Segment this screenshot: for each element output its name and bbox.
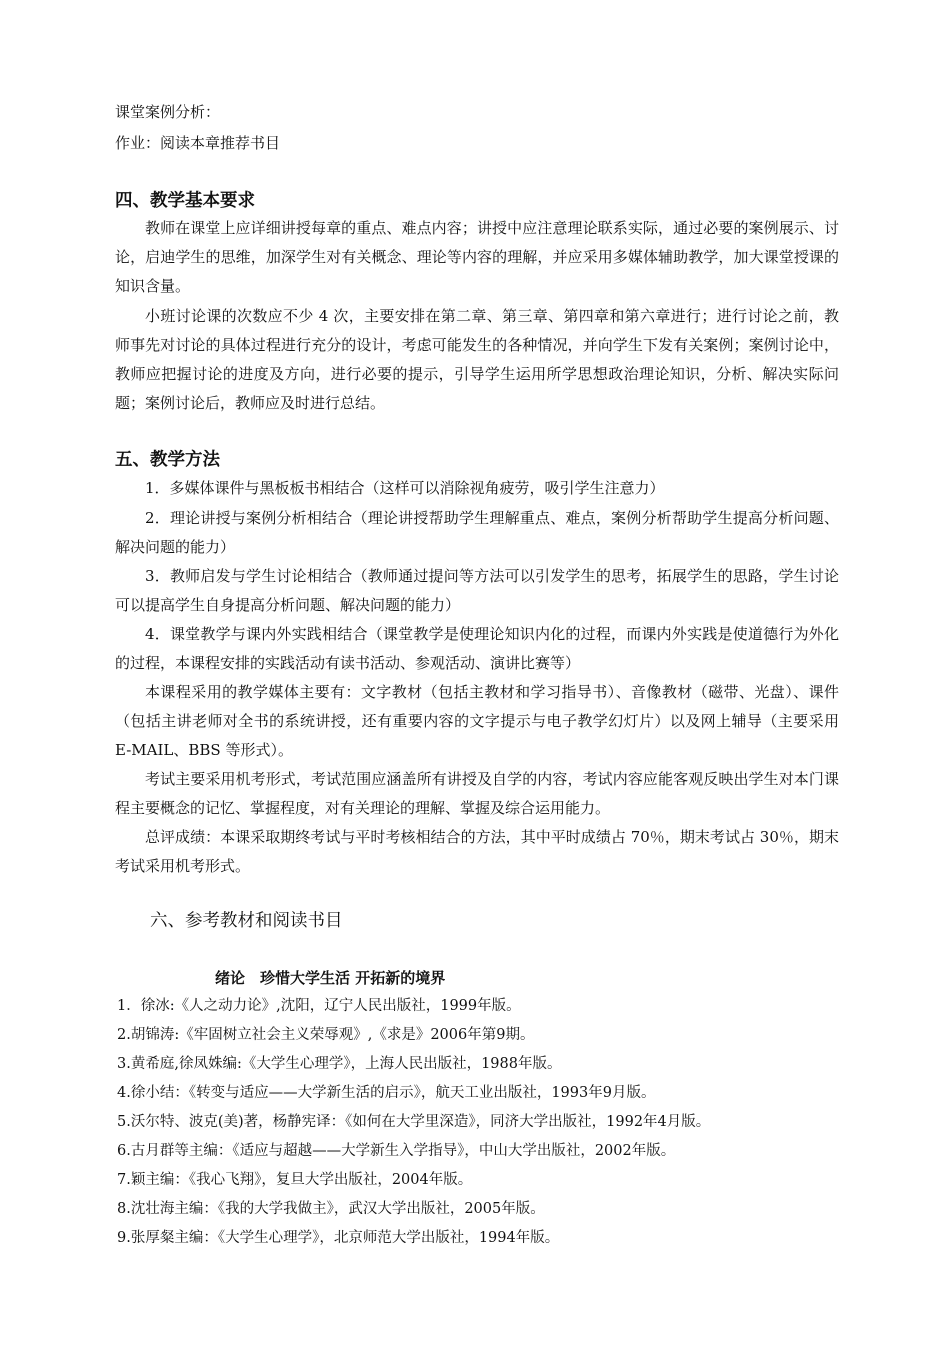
method-item-3: 3．教师启发与学生讨论相结合（教师通过提问等方法可以引发学生的思考，拓展学生的思路，学生讨论可以提高学生自身提高分析问题、解决问题的能力） <box>115 567 839 614</box>
reading-subtitle: 绪论 珍惜大学生活 开拓新的境界 <box>215 969 446 987</box>
reference-item-1: 1．徐冰:《人之动力论》,沈阳，辽宁人民出版社，1999年版。 <box>117 998 521 1014</box>
method-item-1: 1．多媒体课件与黑板板书相结合（这样可以消除视角疲劳，吸引学生注意力） <box>145 479 665 497</box>
method-item-2: 2．理论讲授与案例分析相结合（理论讲授帮助学生理解重点、难点，案例分析帮助学生提高分析问题、解决问题的能力） <box>115 509 839 556</box>
case-analysis-label: 课堂案例分析： <box>115 103 221 121</box>
method-item-4: 4．课堂教学与课内外实践相结合（课堂教学是使理论知识内化的过程，而课内外实践是使道德行为外化的过程，本课程安排的实践活动有读书活动、参观活动、演讲比赛等） <box>115 625 839 672</box>
exam-paragraph: 考试主要采用机考形式，考试范围应涵盖所有讲授及自学的内容，考试内容应能客观反映出学生对本门课程主要概念的记忆、掌握程度，对有关理论的理解、掌握及综合运用能力。 <box>115 770 839 817</box>
reference-item-7: 7.颖主编：《我心飞翔》，复旦大学出版社，2004年版。 <box>117 1172 473 1188</box>
reference-item-5: 5.沃尔特、波克(美)著，杨静宪译：《如何在大学里深造》，同济大学出版社，1992年4月版。 <box>117 1114 711 1130</box>
section-5-title: 五、教学方法 <box>115 450 220 470</box>
section-4-paragraph-2: 小班讨论课的次数应不少 4 次，主要安排在第二章、第三章、第四章和第六章进行；进行讨论之前，教师事先对讨论的具体过程进行充分的设计，考虑可能发生的各种情况，并向学生下发有关案例；案例讨论中，教师应把握讨论的进度及方向，进行必要的提示，引导学生运用所学思想政治理论知识，分析、解决实际问题；案例讨论后，教师应及时进行总结。 <box>115 307 839 412</box>
reference-item-2: 2.胡锦涛:《牢固树立社会主义荣辱观》,《求是》2006年第9期。 <box>117 1027 535 1043</box>
reference-item-4: 4.徐小结：《转变与适应——大学新生活的启示》，航天工业出版社，1993年9月版。 <box>117 1085 656 1101</box>
reference-item-9: 9.张厚粲主编：《大学生心理学》，北京师范大学出版社，1994年版。 <box>117 1230 560 1246</box>
homework-label: 作业：阅读本章推荐书目 <box>115 134 281 152</box>
section-6-title: 六、参考教材和阅读书目 <box>150 911 343 931</box>
reference-item-8: 8.沈壮海主编：《我的大学我做主》，武汉大学出版社，2005年版。 <box>117 1201 545 1217</box>
reference-item-6: 6.古月群等主编：《适应与超越——大学新生入学指导》，中山大学出版社，2002年版。 <box>117 1143 676 1159</box>
section-4-title: 四、教学基本要求 <box>115 191 255 211</box>
media-paragraph: 本课程采用的教学媒体主要有：文字教材（包括主教材和学习指导书）、音像教材（磁带、光盘）、课件（包括主讲老师对全书的系统讲授，还有重要内容的文字提示与电子教学幻灯片）以及网上辅导（主要采用 E-MAIL、BBS 等形式）。 <box>115 683 839 759</box>
grading-paragraph: 总评成绩：本课采取期终考试与平时考核相结合的方法，其中平时成绩占 70％，期末考试占 30％，期末考试采用机考形式。 <box>115 828 839 875</box>
section-4-paragraph-1: 教师在课堂上应详细讲授每章的重点、难点内容；讲授中应注意理论联系实际，通过必要的案例展示、讨论，启迪学生的思维，加深学生对有关概念、理论等内容的理解，并应采用多媒体辅助教学，加大课堂授课的知识含量。 <box>115 219 839 295</box>
reference-item-3: 3.黄希庭,徐凤姝编:《大学生心理学》，上海人民出版社，1988年版。 <box>117 1056 562 1072</box>
